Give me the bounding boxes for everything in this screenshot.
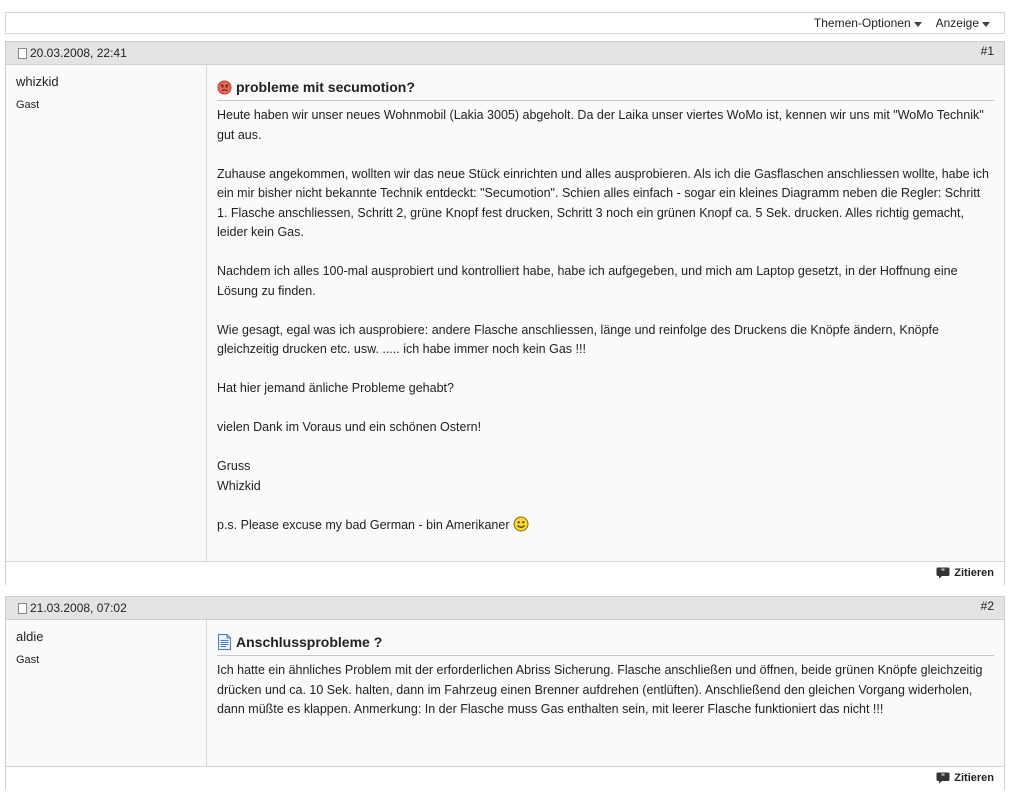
post-number-link[interactable]: #1 xyxy=(980,44,994,58)
display-menu[interactable] xyxy=(936,16,990,30)
user-title: Gast xyxy=(16,654,40,666)
post-status-icon xyxy=(18,603,27,614)
username-link[interactable]: aldie xyxy=(16,629,44,644)
message-paragraph: Heute haben wir unser neues Wohnmobil (Lakia 3005) abgeholt. Da der Laika unser viertes WoMo ist, kennen wir uns mit "WoMo Technik" gut aus. xyxy=(217,108,984,142)
greeting: Gruss xyxy=(217,459,251,473)
message-paragraph: Nachdem ich alles 100-mal ausprobiert und kontrolliert habe, habe ich aufgegeben, und mich am Laptop gesetzt, in der Hoffnung eine Lösung zu finden. xyxy=(217,264,958,298)
document-icon xyxy=(217,634,232,650)
message-paragraph: Ich hatte ein ähnliches Problem mit der erforderlichen Abriss Sicherung. Flasche anschließen und öffnen, beide grünen Knöpfe gleichzeitig drücken und ca. 10 Sek. halten, dann im Fahrzeug einen Brenner aufdrehen (entlüften). Anschließend den gleichen Vorgang widerholen, dann müßte es klappen. Anmerkung: In der Flasche muss Gas enthalten sein, mit leerer Flasche funktioniert das nicht !!! xyxy=(217,663,983,716)
ps-text: p.s. Please excuse my bad German - bin Amerikaner xyxy=(217,517,510,532)
post-footer xyxy=(6,766,1004,790)
message-signature-block xyxy=(217,457,994,496)
angry-face-icon xyxy=(217,80,232,95)
message-ps xyxy=(217,516,994,536)
signature: Whizkid xyxy=(217,478,261,493)
post-title xyxy=(217,634,994,656)
username-link[interactable]: whizkid xyxy=(16,74,59,89)
post-content xyxy=(207,65,1004,561)
post-message xyxy=(217,661,994,720)
post-date: 20.03.2008, 22:41 xyxy=(30,46,127,60)
message-paragraph: vielen Dank im Voraus und ein schönen Ostern! xyxy=(217,420,482,434)
chevron-down-icon xyxy=(982,22,990,27)
post-1 xyxy=(5,41,1005,585)
quote-button[interactable] xyxy=(936,772,994,784)
quote-label: Zitieren xyxy=(954,772,994,784)
user-info xyxy=(6,620,207,766)
message-paragraph: Hat hier jemand änliche Probleme gehabt? xyxy=(217,381,454,395)
thread-options-label: Themen-Optionen xyxy=(813,16,911,30)
thread-toolbar xyxy=(5,12,1005,34)
post-footer xyxy=(6,561,1004,585)
message-paragraph: Zuhause angekommen, wollten wir das neue Stück einrichten und alles ausprobieren. Als ich die Gasflaschen anschliessen wollte, habe ich ein mir bisher nicht bekannte Technik entdeckt: "Secumotion". Schien alles einfach - sogar ein kleines Diagramm neben die Regler: Schritt 1. Flasche anschliessen, Schritt 2, grüne Knopf fest drucken, Schritt 3 noch ein grünen Knopf ca. 5 Sek. drucken. Alles richtig gemacht, leider kein Gas. xyxy=(217,166,989,239)
post-title-text: probleme mit secumotion? xyxy=(236,79,415,95)
svg-text:": " xyxy=(941,772,946,782)
quote-button[interactable] xyxy=(936,567,994,579)
post-title-text: Anschlussprobleme ? xyxy=(236,634,383,650)
user-title: Gast xyxy=(16,99,40,111)
quote-label: Zitieren xyxy=(954,567,994,579)
post-header xyxy=(6,597,1004,620)
post-status-icon xyxy=(18,48,27,59)
smiley-icon xyxy=(513,516,529,532)
post-title xyxy=(217,79,994,101)
chevron-down-icon xyxy=(914,22,922,27)
quote-icon xyxy=(936,772,950,784)
post-header xyxy=(6,42,1004,65)
post-date: 21.03.2008, 07:02 xyxy=(30,601,127,615)
post-number-link[interactable]: #2 xyxy=(980,599,994,613)
post-message xyxy=(217,106,994,535)
post-2 xyxy=(5,596,1005,790)
message-paragraph: Wie gesagt, egal was ich ausprobiere: andere Flasche anschliessen, länge und reinfolge des Druckens die Knöpfe ändern, Knöpfe gleichzeitig drucken etc. usw. ..... ich habe immer noch kein Gas !!! xyxy=(217,322,939,356)
user-info xyxy=(6,65,207,561)
post-content xyxy=(207,620,1004,766)
thread-options-menu[interactable] xyxy=(814,16,922,30)
svg-text:": " xyxy=(941,567,946,577)
display-label: Anzeige xyxy=(935,16,979,30)
quote-icon xyxy=(936,567,950,579)
